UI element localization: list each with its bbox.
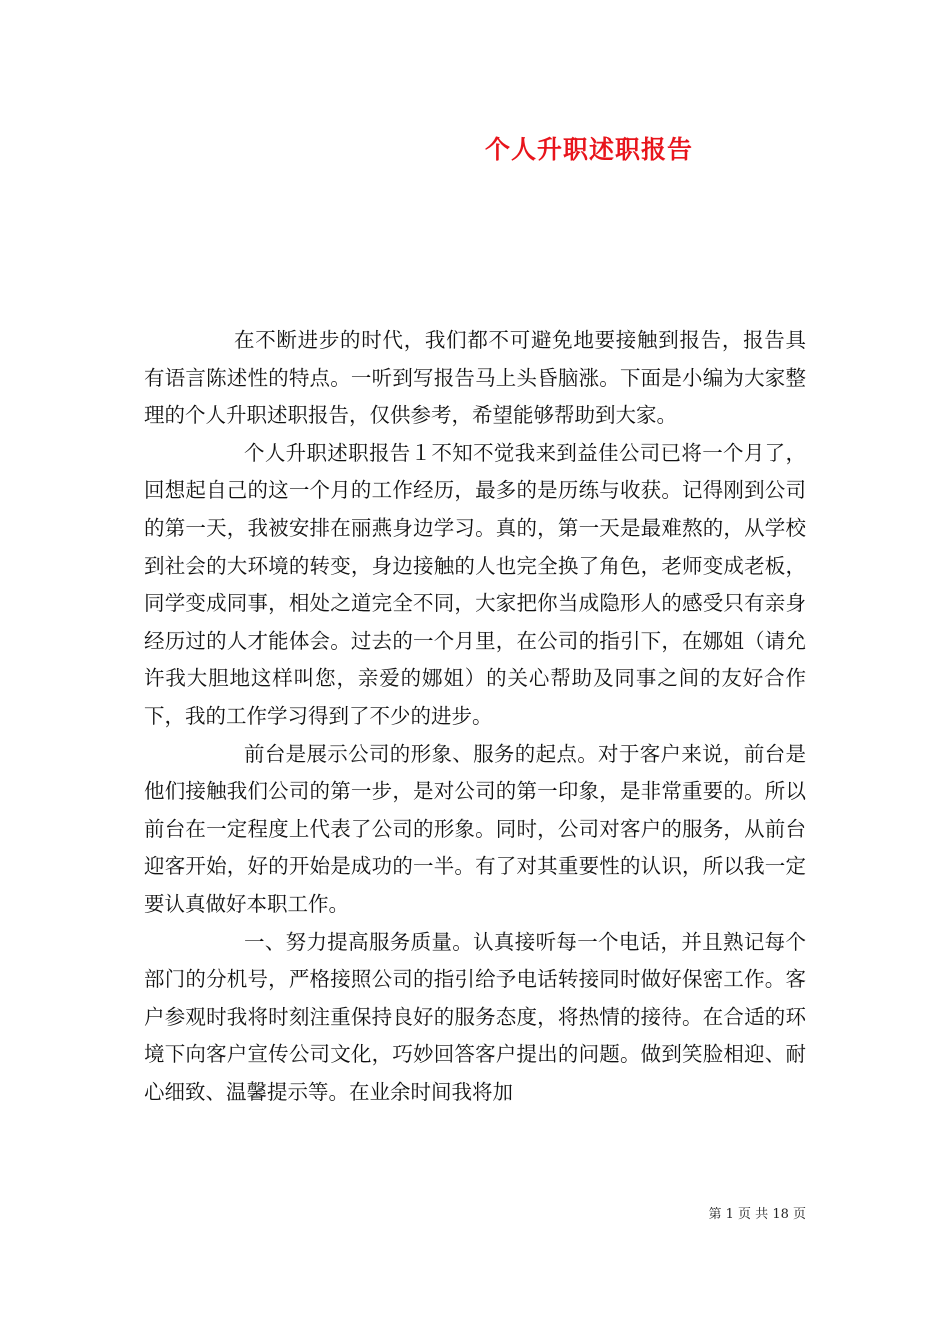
document-title: 个人升职述职报告: [484, 135, 693, 164]
paragraph-front-desk: 前台是展示公司的形象、服务的起点。对于客户来说，前台是他们接触我们公司的第一步，是对公司的第一印象，是非常重要的。所以前台在一定程度上代表了公司的形象。同时，公司对客户的服务，从前台迎客开始，好的开始是成功的一半。有了对其重要性的认识，所以我一定要认真做好本职工作。: [144, 741, 806, 916]
paragraph-service-quality: 一、努力提高服务质量。认真接听每一个电话，并且熟记每个部门的分机号，严格接照公司的指引给予电话转接同时做好保密工作。客户参观时我将时刻注重保持良好的服务态度，将热情的接待。在合适的环境下向客户宣传公司文化，巧妙回答客户提出的问题。做到笑脸相迎、耐心细致、温馨提示等。在业余时间我将加: [144, 929, 806, 1104]
page-footer: 第 1 页 共 18 页: [708, 1207, 806, 1222]
paragraph-report-1: 个人升职述职报告１不知不觉我来到益佳公司已将一个月了，回想起自己的这一个月的工作经历，最多的是历练与收获。记得刚到公司的第一天，我被安排在丽燕身边学习。真的，第一天是最难熬的，从学校到社会的大环境的转变，身边接触的人也完全换了角色，老师变成老板，同学变成同事，相处之道完全不同，大家把你当成隐形人的感受只有亲身经历过的人才能体会。过去的一个月里，在公司的指引下，在娜姐（请允许我大胆地这样叫您，亲爱的娜姐）的关心帮助及同事之间的友好合作下，我的工作学习得到了不少的进步。: [144, 440, 806, 728]
document-body: [144, 322, 806, 1111]
paragraph-intro: 在不断进步的时代，我们都不可避免地要接触到报告，报告具有语言陈述性的特点。一听到写报告马上头昏脑涨。下面是小编为大家整理的个人升职述职报告，仅供参考，希望能够帮助到大家。: [144, 328, 806, 428]
